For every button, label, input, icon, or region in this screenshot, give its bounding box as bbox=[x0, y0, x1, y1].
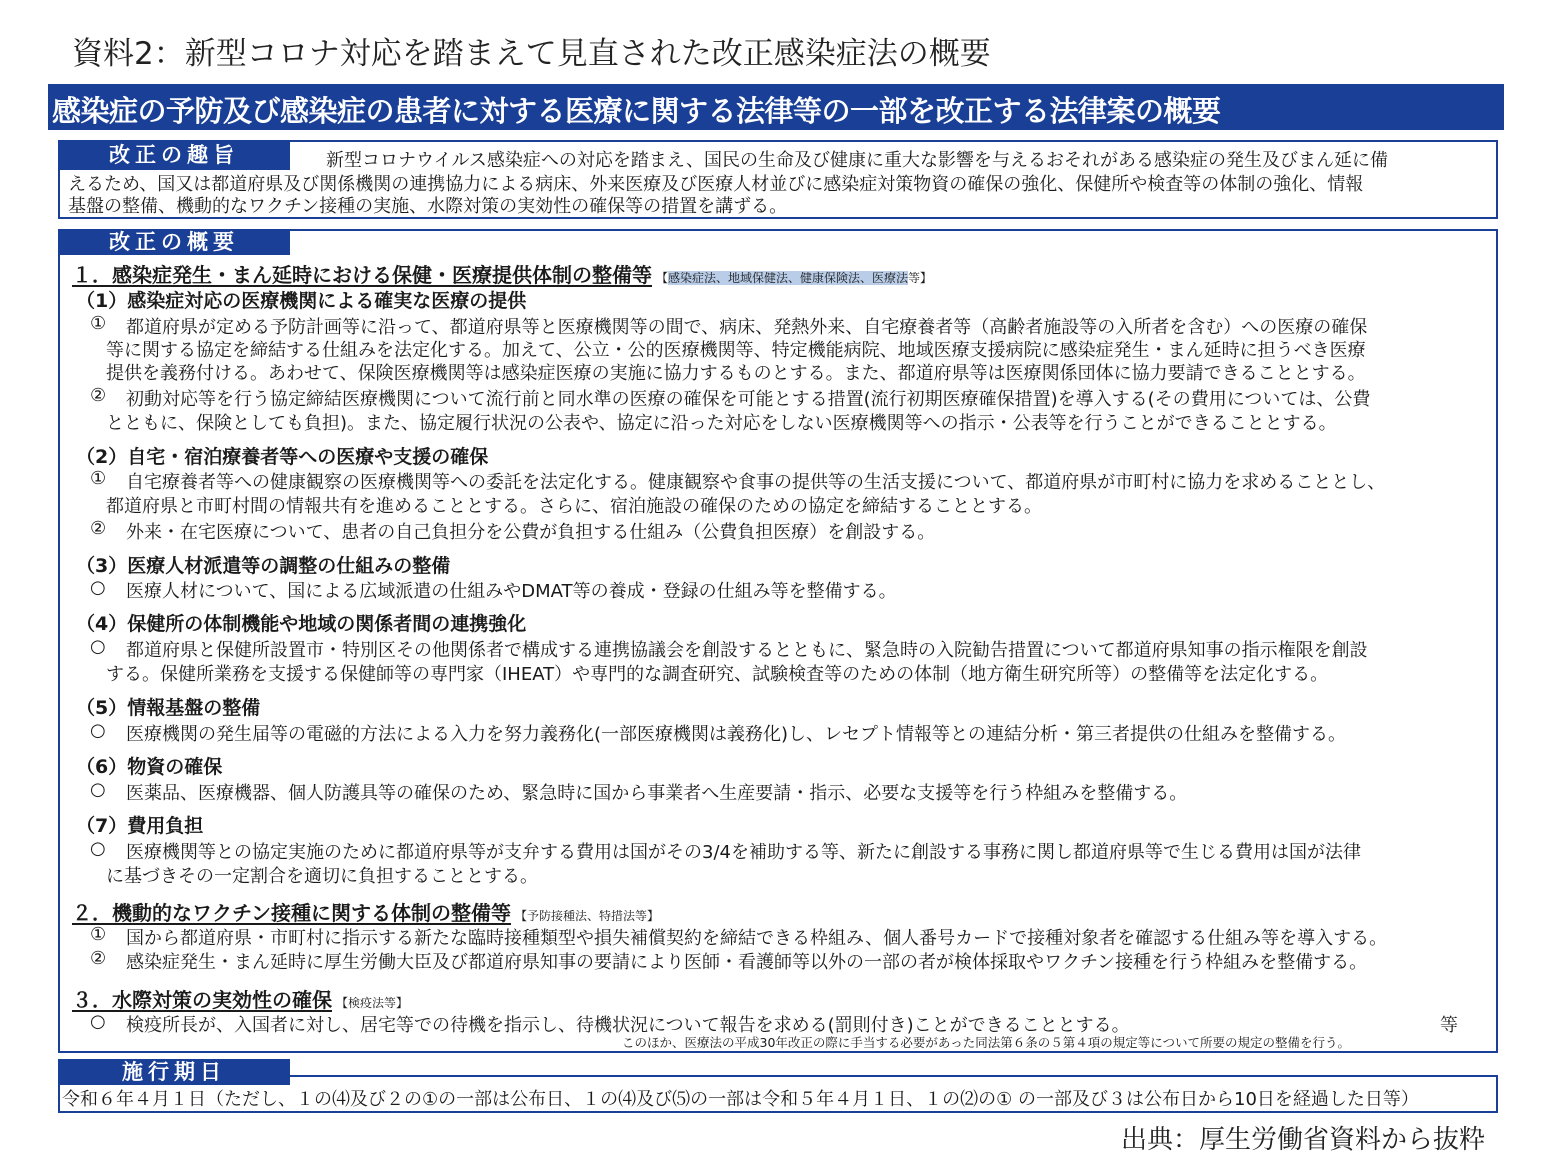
effective-date-text: 令和６年４月１日（ただし、１の⑷及び２の①の一部は公布日、１の⑷及び⑸の一部は令和５年４月１日、１の⑵の① の一部及び３は公布日から10日を経過した日等） bbox=[62, 1089, 1419, 1110]
sub-7-line-2: に基づきその一定割合を適切に負担することとする。 bbox=[106, 866, 538, 887]
sub-6-title: （6）物資の確保 bbox=[76, 756, 223, 778]
section-3-mark: ○ bbox=[90, 1011, 106, 1032]
section-1-title: １．感染症発生・まん延時における保健・医療提供体制の整備等 bbox=[72, 263, 652, 287]
sub-3-mark: ○ bbox=[90, 577, 106, 598]
footnote: このほか、医療法の平成30年改正の際に手当する必要があった同法第６条の５第４項の規定等について所要の規定の整備を行う。 bbox=[622, 1035, 1351, 1050]
section-1-heading bbox=[72, 259, 932, 288]
section-3-text: 検疫所長が、入国者に対し、居宅等での待機を指示し、待機状況について報告を求める(罰則付き)ことができることとする。 bbox=[126, 1015, 1130, 1036]
purpose-line-2: えるため、国又は都道府県及び関係機関の連携協力による病床、外来医療及び医療人材並びに感染症対策物資の確保の強化、保健所や検査等の体制の強化、情報 bbox=[68, 174, 1364, 195]
purpose-tag: 改正の趣旨 bbox=[58, 140, 290, 170]
section-1-laws: 【感染症法、地域保健法、健康保険法、医療法等】 bbox=[656, 271, 933, 285]
sub-2-item-1-mark: ① bbox=[90, 468, 107, 489]
outline-tag: 改正の概要 bbox=[58, 229, 290, 255]
sub-3-text: 医療人材について、国による広域派遣の仕組みやDMAT等の養成・登録の仕組み等を整備する。 bbox=[126, 581, 897, 602]
sub-2-item-1-line-2: 都道府県と市町村間の情報共有を進めることとする。さらに、宿泊施設の確保のための協定を締結することとする。 bbox=[106, 496, 1042, 517]
section-1-laws-highlight: 感染症法、地域保健法、健康保険法、医療法 bbox=[668, 271, 909, 285]
sub-1-item-1-line-1: 都道府県が定める予防計画等に沿って、都道府県等と医療機関等の間で、病床、発熱外来、自宅療養者等（高齢者施設等の入所者を含む）への医療の確保 bbox=[126, 317, 1368, 338]
section-3-heading bbox=[72, 984, 408, 1013]
section-2-title: ２．機動的なワクチン接種に関する体制の整備等 bbox=[72, 901, 511, 925]
sub-2-item-1-line-1: 自宅療養者等への健康観察の医療機関等への委託を法定化する。健康観察や食事の提供等の生活支援について、都道府県が市町村に協力を求めることとし、 bbox=[126, 472, 1386, 493]
sub-7-title: （7）費用負担 bbox=[76, 815, 204, 837]
sub-1-item-2-line-2: とともに、保険としても負担)。また、協定履行状況の公表や、協定に沿った対応をしない医療機関等への指示・公表等を行うことができることとする。 bbox=[106, 413, 1337, 434]
section-3-laws: 【検疫法等】 bbox=[336, 996, 409, 1010]
sub-6-text: 医薬品、医療機器、個人防護具等の確保のため、緊急時に国から事業者へ生産要請・指示、必要な支援等を行う枠組みを整備する。 bbox=[126, 783, 1188, 804]
banner-title: 感染症の予防及び感染症の患者に対する医療に関する法律等の一部を改正する法律案の概要 bbox=[52, 94, 1221, 128]
sub-6-mark: ○ bbox=[90, 779, 106, 800]
sub-5-mark: ○ bbox=[90, 720, 106, 741]
purpose-line-3: 基盤の整備、機動的なワクチン接種の実施、水際対策の実効性の確保等の措置を講ずる。 bbox=[68, 196, 788, 217]
sub-5-title: （5）情報基盤の整備 bbox=[76, 697, 261, 719]
sub-5-text: 医療機関の発生届等の電磁的方法による入力を努力義務化(一部医療機関は義務化)し、レセプト情報等との連結分析・第三者提供の仕組みを整備する。 bbox=[126, 724, 1347, 745]
section-2-heading bbox=[72, 897, 659, 926]
sub-3-title: （3）医療人材派遣等の調整の仕組みの整備 bbox=[76, 555, 451, 577]
section-3-etc: 等 bbox=[1440, 1015, 1458, 1036]
section-2-item-2-mark: ② bbox=[90, 948, 107, 969]
sub-2-item-2-text: 外来・在宅医療について、患者の自己負担分を公費が負担する仕組み（公費負担医療）を創設する。 bbox=[126, 522, 936, 543]
sub-1-item-1-mark: ① bbox=[90, 313, 107, 334]
sub-1-item-1-line-2: 等に関する協定を締結する仕組みを法定化する。加えて、公立・公的医療機関等、特定機能病院、地域医療支援病院に感染症発生・まん延時に担うべき医療 bbox=[106, 340, 1366, 361]
sub-2-title: （2）自宅・宿泊療養者等への医療や支援の確保 bbox=[76, 446, 489, 468]
sub-1-title: （1）感染症対応の医療機関による確実な医療の提供 bbox=[76, 290, 527, 312]
sub-7-mark: ○ bbox=[90, 838, 106, 859]
section-2-item-1-mark: ① bbox=[90, 924, 107, 945]
document-title: 資料2：新型コロナ対応を踏まえて見直された改正感染症法の概要 bbox=[72, 36, 991, 72]
effective-date-tag: 施行期日 bbox=[58, 1059, 290, 1085]
sub-4-mark: ○ bbox=[90, 636, 106, 657]
sub-2-item-2-mark: ② bbox=[90, 518, 107, 539]
sub-4-line-1: 都道府県と保健所設置市・特別区その他関係者で構成する連携協議会を創設するとともに、緊急時の入院勧告措置について都道府県知事の指示権限を創設 bbox=[126, 640, 1368, 661]
sub-4-line-2: する。保健所業務を支援する保健師等の専門家（IHEAT）や専門的な調査研究、試験検査等のための体制（地方衛生研究所等）の整備等を法定化する。 bbox=[106, 664, 1329, 685]
section-2-laws: 【予防接種法、特措法等】 bbox=[515, 909, 660, 923]
purpose-line-1: 新型コロナウイルス感染症への対応を踏まえ、国民の生命及び健康に重大な影響を与えるおそれがある感染症の発生及びまん延に備 bbox=[326, 150, 1388, 171]
section-2-item-1-text: 国から都道府県・市町村に指示する新たな臨時接種類型や損失補償契約を締結できる枠組み、個人番号カードで接種対象者を確認する仕組み等を導入する。 bbox=[126, 928, 1388, 949]
sub-1-item-2-line-1: 初動対応等を行う協定締結医療機関について流行前と同水準の医療の確保を可能とする措置(流行初期医療確保措置)を導入する(その費用については、公費 bbox=[126, 389, 1371, 410]
sub-1-item-1-line-3: 提供を義務付ける。あわせて、保険医療機関等は感染症医療の実施に協力するものとする。また、都道府県等は医療関係団体に協力要請できることとする。 bbox=[106, 363, 1366, 384]
source-credit: 出典：厚生労働省資料から抜粋 bbox=[1120, 1125, 1485, 1155]
sub-7-line-1: 医療機関等との協定実施のために都道府県等が支弁する費用は国がその3/4を補助する等、新たに創設する事務に関し都道府県等で生じる費用は国が法律 bbox=[126, 842, 1361, 863]
section-2-item-2-text: 感染症発生・まん延時に厚生労働大臣及び都道府県知事の要請により医師・看護師等以外の一部の者が検体採取やワクチン接種を行う枠組みを整備する。 bbox=[126, 952, 1368, 973]
sub-1-item-2-mark: ② bbox=[90, 385, 107, 406]
section-3-title: ３．水際対策の実効性の確保 bbox=[72, 988, 332, 1012]
sub-4-title: （4）保健所の体制機能や地域の関係者間の連携強化 bbox=[76, 613, 527, 635]
